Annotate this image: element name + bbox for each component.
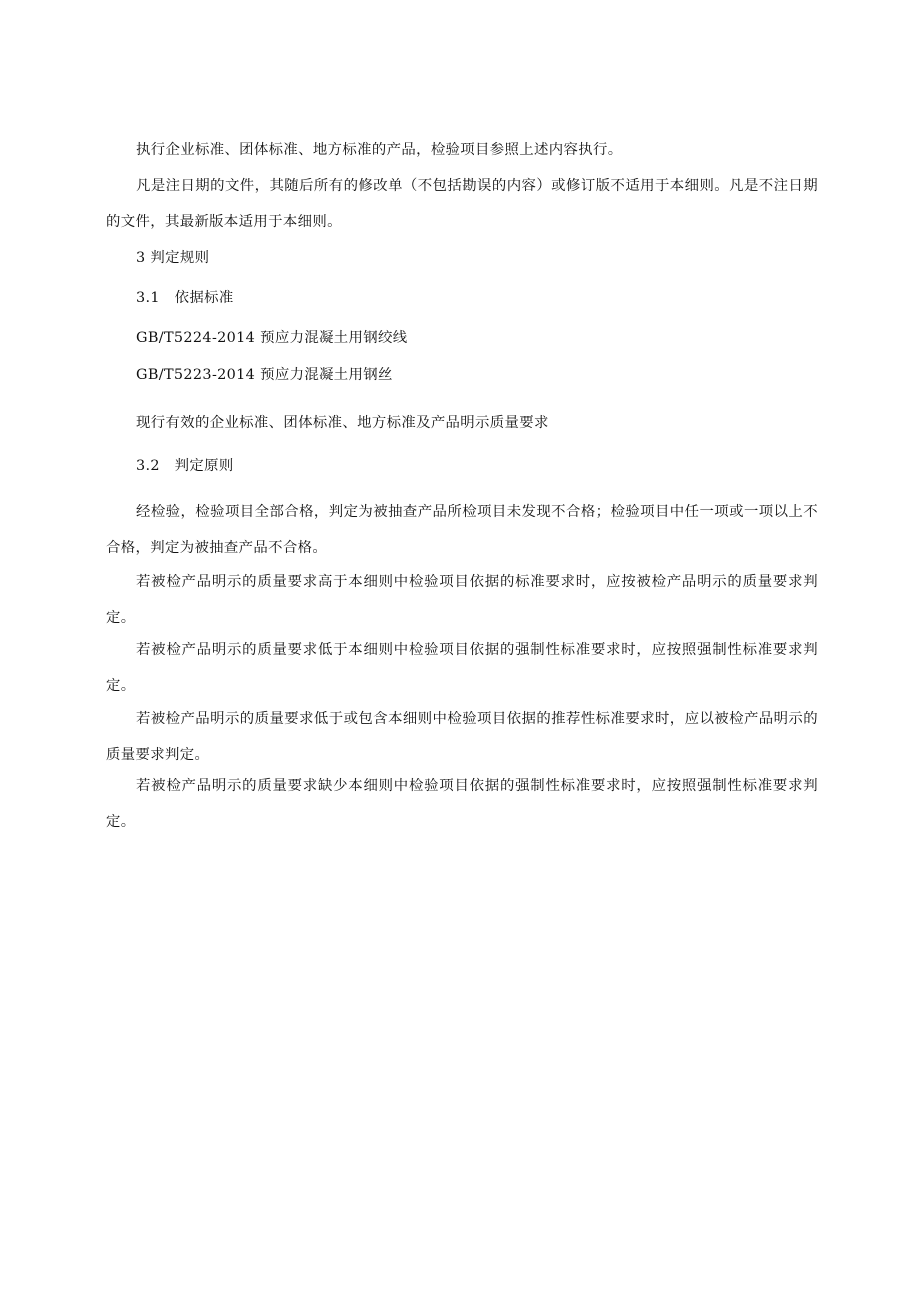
subsection-heading-judgment-principles: 3.2 判定原则 — [136, 458, 234, 474]
standard-item: GB/T5223-2014 预应力混凝土用钢丝 — [136, 367, 393, 383]
paragraph-principle: 若被检产品明示的质量要求低于本细则中检验项目依据的强制性标准要求时，应按照强制性标准要求判定。 — [106, 642, 818, 694]
section-heading-judgment-rules: 3 判定规则 — [136, 250, 210, 266]
standard-item: 现行有效的企业标准、团体标准、地方标准及产品明示质量要求 — [136, 415, 549, 431]
paragraph-scope-note: 执行企业标准、团体标准、地方标准的产品，检验项目参照上述内容执行。 — [136, 142, 623, 158]
standard-item: GB/T5224-2014 预应力混凝土用钢绞线 — [136, 330, 408, 346]
subsection-heading-basis-standards: 3.1 依据标准 — [136, 290, 234, 306]
paragraph-principle: 若被检产品明示的质量要求低于或包含本细则中检验项目依据的推荐性标准要求时，应以被检产品明示的质量要求判定。 — [106, 711, 818, 763]
paragraph-principle: 经检验，检验项目全部合格，判定为被抽查产品所检项目未发现不合格；检验项目中任一项或一项以上不合格，判定为被抽查产品不合格。 — [106, 504, 818, 556]
paragraph-principle: 若被检产品明示的质量要求高于本细则中检验项目依据的标准要求时，应按被检产品明示的质量要求判定。 — [106, 574, 818, 626]
paragraph-dated-references: 凡是注日期的文件，其随后所有的修改单（不包括勘误的内容）或修订版不适用于本细则。凡是不注日期的文件，其最新版本适用于本细则。 — [106, 178, 818, 230]
paragraph-principle: 若被检产品明示的质量要求缺少本细则中检验项目依据的强制性标准要求时，应按照强制性标准要求判定。 — [106, 778, 818, 830]
